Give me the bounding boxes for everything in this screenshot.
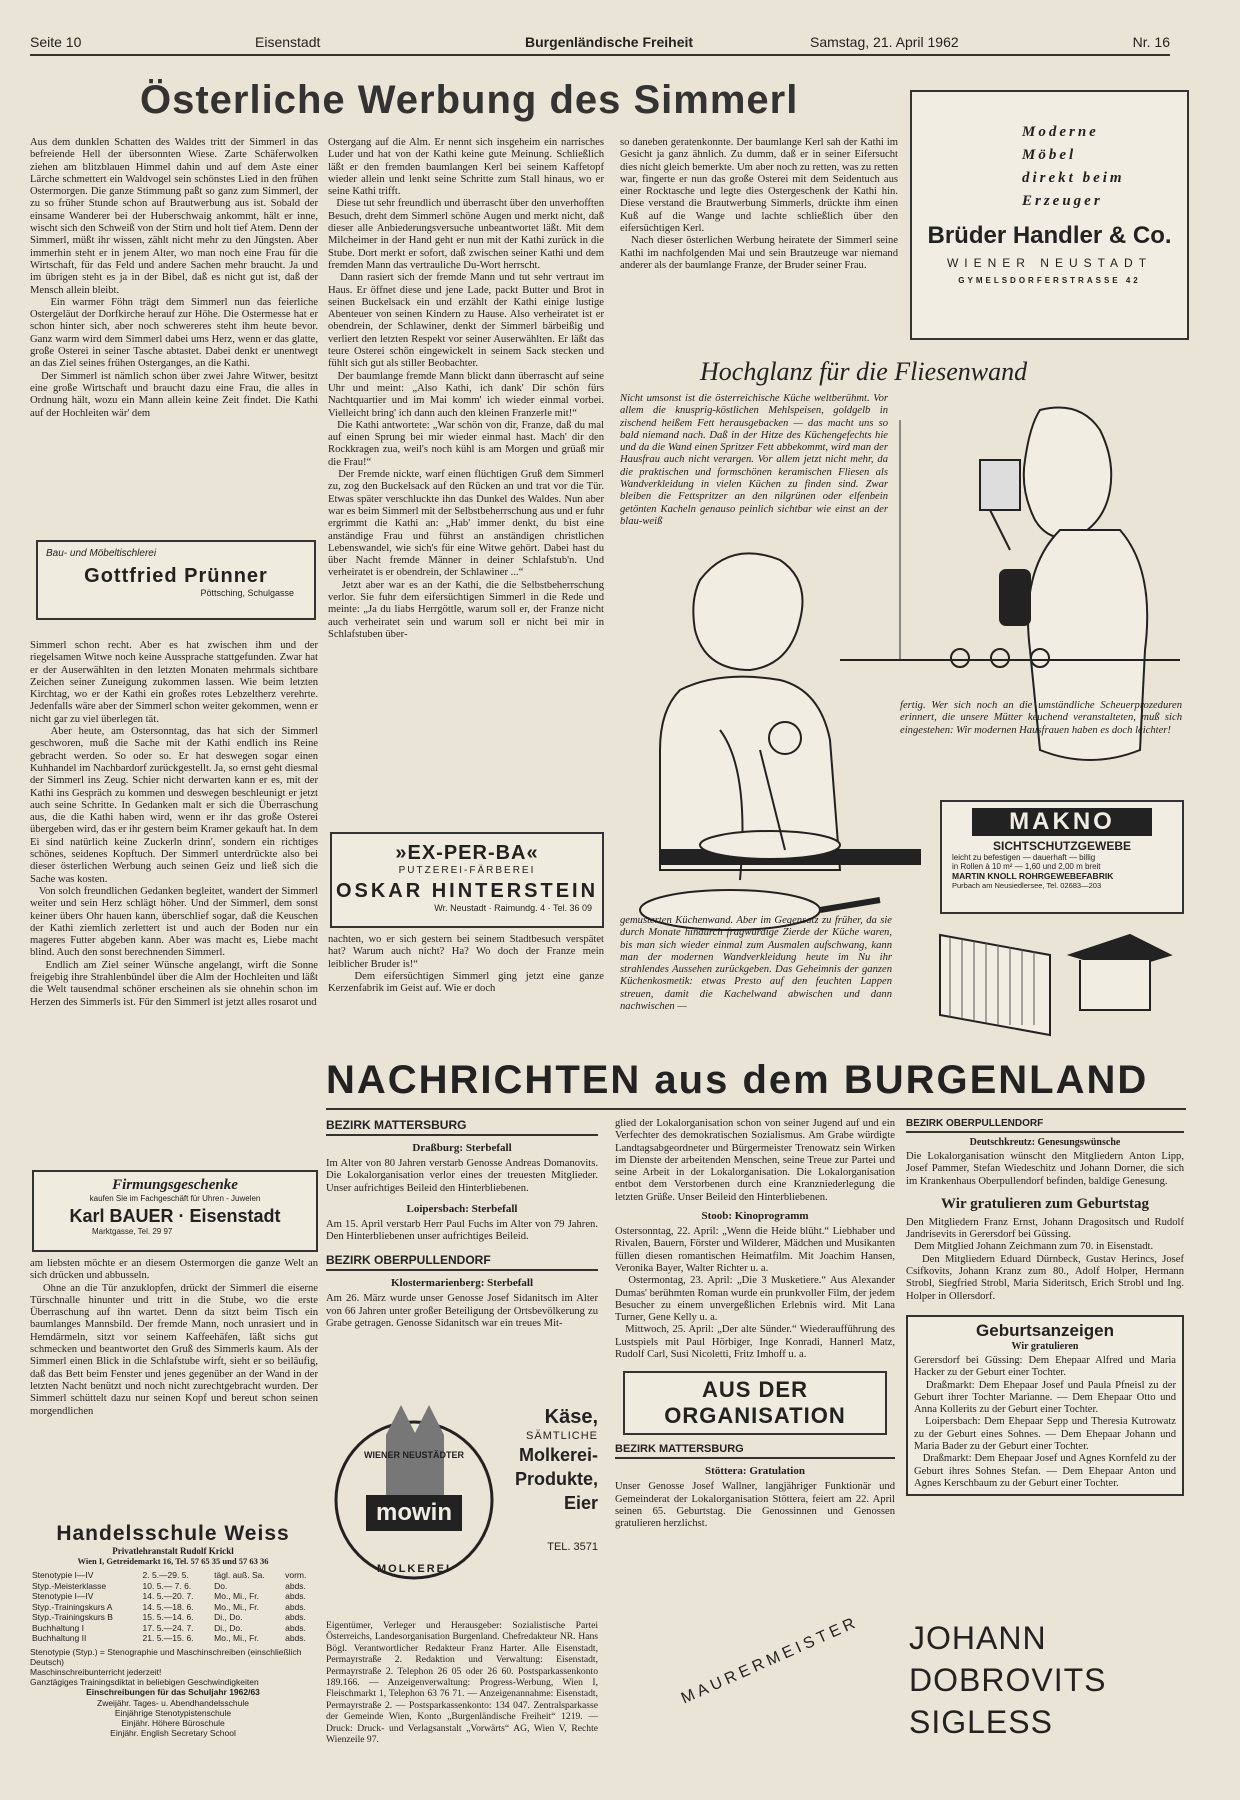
birth-title: Geburtsanzeigen — [976, 1320, 1114, 1340]
schedule-cell: Di., Do. — [214, 1612, 243, 1622]
fliesen-text3: gemusterten Küchenwand. Aber im Gegensatz zu früher, da sie durch Monate hindurch fragwürdige Zierde der Küche waren, bis man sich wieder einmal zum Ausmalen aufschwang, kann man der modernen Wandverkleidung heute im Nu ihr strahlendes Aussehen zurückgeben. Das Geheimnis der ganzen Küchenkosmetik: etwas Presto auf den feuchten Lappen streuen, damit die Kachelwand abwischen und dann nachwischen — — [620, 915, 895, 1013]
schedule-row — [30, 1570, 316, 1581]
schedule-cell: 10. 5.— 7. 6. — [142, 1580, 192, 1591]
ad-bauer-name: Karl BAUER · Eisenstadt — [69, 1206, 281, 1226]
ad-weiss — [30, 1522, 316, 1782]
header-paper: Burgenländische Freiheit — [525, 34, 694, 50]
schedule-row — [30, 1591, 316, 1602]
mowin-ring-top: WIENER NEUSTÄDTER — [363, 1450, 464, 1460]
ad-handler-name: Brüder Handler & Co. — [927, 222, 1172, 249]
ad-handler-l1: Moderne — [1022, 124, 1099, 140]
org-banner: AUS DER ORGANISATION — [623, 1371, 887, 1435]
weiss-foot-line: Zweijähr. Tages- u. Abendhandelsschule — [97, 1697, 249, 1708]
schedule-cell: Do. — [214, 1580, 228, 1591]
ad-weiss-schedule — [30, 1570, 316, 1644]
ad-pruenner — [36, 540, 316, 620]
news-left-t3: Am 26. März wurde unser Genosse Josef Sidanitsch im Alter von 66 Jahren unter großer Beteiligung der Ortsbevölkerung zu Grabe getragen. Genosse Sidanitsch war ein treues Mit- — [326, 1293, 601, 1330]
ad-experba-name: »EX-PER-BA« — [395, 842, 539, 864]
weiss-foot-line: Einjährige Stenotypistenschule — [114, 1707, 232, 1718]
ad-pruenner-top: Bau- und Möbeltischlerei — [46, 548, 157, 559]
news-left-t1: Im Alter von 80 Jahren verstarb Genosse Andreas Domanovits. Die Lokalorganisation verlor eines der treuesten Mitglieder. Unser aufrichtiges Beileid den Hinterbliebenen. — [326, 1158, 601, 1194]
dobrovits-l2: DOBROVITS — [909, 1662, 1107, 1698]
ad-experba-addr: Wr. Neustadt · Raimundg. 4 · Tel. 36 09 — [434, 903, 592, 913]
schedule-cell: Di., Do. — [214, 1622, 243, 1633]
schedule-cell: Buchhaltung I — [32, 1622, 84, 1633]
schedule-cell: abds. — [285, 1612, 306, 1622]
schedule-row — [30, 1633, 316, 1644]
mowin-tel: TEL. 3571 — [547, 1541, 598, 1553]
ad-handler-city: WIENER NEUSTADT — [946, 256, 1153, 270]
ad-handler-l4: Erzeuger — [1022, 193, 1103, 209]
news-right-t2: Den Mitgliedern Franz Ernst, Johann Dragositsch und Rudolf Jandrisevits in Gerersdorf bei Güssing. Dem Mitglied Johann Zeichmann zum 70. in Eisenstadt. Den Mitgliedern Eduard Dürnbeck, Gustav Herincs, Josef Csifkovits, Johann Kranz zum 80., Adolf Holper, Hermann Strobl, Siegfried Strobl, Maria Sideritsch, Erich Strobl und Ing. Holper in Ollersdorf. — [906, 1216, 1184, 1302]
ad-makno-title: SICHTSCHUTZGEWEBE — [993, 839, 1131, 853]
birth-sub: Wir gratulieren — [1011, 1340, 1079, 1352]
schedule-cell: Styp.-Meisterklasse — [32, 1580, 107, 1591]
schedule-row — [30, 1612, 316, 1623]
ad-handler-l2: Möbel — [1022, 147, 1077, 163]
header-place: Eisenstadt — [255, 34, 321, 50]
article-col1: Aus dem dunklen Schatten des Waldes tritt der Simmerl in das befreiende Hell der übersonnten Wiese. Zarte Schäferwolken ziehen am blitzblauen Himmel dahin und auf dem Aste einer Lärche schmettert ein Waldvogel sein schönstes Lied in den frühen Ostermorgen. Die ganze Stimmung paßt so ganz zum Simmerl, der zu so früher Stunde schon auf Brautwerbung aus ist. Sobald der einsame Wanderer bei der Huberschwaig ankommt, hält er inne, wischt sich den Schweiß von der Stirn und holt tief Atem. Denn der Simmerl, müßt ihr wissen, zählt nicht mehr zu den Jüngsten. Aber immerhin steht er in jenem Alter, wo man noch eine Frau für die Wirtschaft, für das Feld und andere Sachen mehr braucht. Ja und im übrigen steht es ja in der Bibel, daß es nicht gut ist, daß der Mensch allein bleibt. Ein warmer Föhn trägt dem Simmerl nun das feierliche Ostergeläut der Dorfkirche herauf zur Höhe. Die Ostermesse hat er schon hinter sich, aber noch schwereres steht ihm heute bevor. Ganz warm wird dem Simmerl dabei ums Herz, wenn er das glatte, große Osterei in seiner Tasche abtastet. Dabei denkt er unentwegt an das Ziel seines frühen Osterganges, an die Kathi. Der Simmerl ist nämlich schon über zwei Jahre Witwer, besitzt eine große Wirtschaft und braucht dazu eine Frau, die alles in Ordnung hält, wozu ein Mann allein keine Zeit findet. Die Kathi auf der Hochleiten wär' dem — [30, 137, 318, 419]
news-mid-sec: BEZIRK MATTERSBURG — [615, 1443, 895, 1459]
schedule-cell: 21. 5.—15. 6. — [142, 1633, 194, 1643]
fence-illustration — [900, 915, 1180, 1025]
ad-experba — [330, 832, 604, 928]
mowin-text — [506, 1405, 598, 1559]
ad-pruenner-bottom: Pöttsching, Schulgasse — [200, 588, 294, 598]
ad-weiss-foot — [30, 1647, 316, 1739]
mowin-logo-text: mowin — [376, 1499, 452, 1526]
fliesen-text1: Nicht umsonst ist die österreichische Küche weltberühmt. Vor allem die knusprig-köstlichen Mehlspeisen, goldgelb in zischend heißem Fett herausgebacken — das macht uns so bald niemand nach. Daß in der Hitze des Küchengefechts hie und da die Wand einen Spritzer Fett abbekommt, wird man der Hausfrau auch nicht verargen. Vor allem jetzt nicht mehr, da die praktischen und formschönen keramischen Fliesen als Wandverkleidung in vielen Küchen zu finden sind. Zwar bleiben die Fettspritzer an den nilgrünen oder elfenbein getönten Kacheln genauso peinlich sichtbar wie einst an der blau-weiß — [620, 393, 891, 527]
ad-bauer-addr: Marktgasse, Tel. 29 97 — [92, 1227, 173, 1236]
header-issue: Nr. 16 — [1132, 34, 1170, 50]
mowin-l2: SÄMTLICHE — [526, 1430, 598, 1442]
article-col2: Ostergang auf die Alm. Er nennt sich insgeheim ein narrisches Luder und hat von der Kathi keine gute Meinung. Schließlich läßt er den fremden baumlangen Kerl bei seinem Kaffetopf wieder allein und lenkt seine Schritte zum Stall hinaus, wo er seine Kathi trifft. Diese tut sehr freundlich und überrascht über den unverhofften Besuch, dreht dem Simmerl schöne Augen und merkt nicht, daß dieser alle Anbiederungsversuche unbeantwortet läßt. Mit dem Milcheimer in der Hand geht er nun mit der Kathi zurück in die Stube. Dort merkt er sofort, daß zwischen seiner Kathi und dem fremden Mann das vertrauliche Du-Wort herrscht. Dann rasiert sich der fremde Mann und tut sehr vertraut im Haus. Er öffnet diese und jene Lade, packt Butter und Brot in seinen Buckelsack ein und erzählt der Kathi einige lustige Abenteuer von seinen Kindern zu Hause. Also verheiratet ist er obendrein, der Schlawiner, denkt der Simmerl bärbeißig und verliert den letzten Respekt vor seiner Auserwählten. Er läßt das teure Osterei schön eingewickelt in seinem Sack stecken und fühlt sich gut als stiller Beobachter. Der baumlange fremde Mann blickt dann überrascht auf seine Uhr und meint: „Also Kathi, ich dank' Dir schön fürs Nachtquartier und im Mai komm' ich wieder einmal vorbei. Vielleicht bring' ich dann auch den kleinen Franzerle mit!“ Die Kathi antwortete: „War schön von dir, Franze, daß du mal auf einen Sprung bei mir wieder einmal hast. Mach' dir den Rockkragen zua, weil's noch kühl is am Morgen und grüaß mir die Frau!“ Der Fremde nickte, warf einen flüchtigen Gruß dem Simmerl zu, zog den Buckelsack auf den Rücken an und trat vor die Tür. Etwas später verschluckte ihn das Dunkel des Waldes. Nun aber war es beim Simmerl mit der Selbstbeherrschung aus und er fuhr ergrimmt die Kathi an: „Hab' immer denkt, du bist eine anständige Frau und führst an anständigen christlichen Lebenswandel, wie sich's für eine Witwe gehört. Dabei hast du über Nacht fremde Männer in deiner Schlafstub'n. Und verheiratet is er obendrein, der Schlawiner ...“ Jetzt aber war es an der Kathi, die die Selbstbeherrschung verlor. Sie fuhr dem eifersüchtigen Simmerl in die Rede und meinte: „Ja du liabs Herrgöttle, warum soll er, der Franze nicht auch verheiratet sein und warum soll er nicht bei mir in Schlafstuben über- — [328, 137, 605, 640]
header-date: Samstag, 21. April 1962 — [810, 34, 959, 50]
weiss-foot-line: Ganztägiges Trainingsdiktat in beliebigen Geschwindigkeiten — [30, 1677, 259, 1688]
weiss-foot-line: Einjähr. English Secretary School — [110, 1728, 236, 1739]
dobrovits-l1: JOHANN — [909, 1620, 1047, 1656]
article-col2b: nachten, wo er sich gestern bei seinem Stadtbesuch verspätet hat? Warum auch nicht? Ha? Wo doch der Franze mein leiblicher Bruder is!“ Dem eifersüchtigen Simmerl ging jetzt eine ganze Kerzenfabrik im Geist auf. Wie er doch — [328, 934, 604, 995]
news-right — [906, 1118, 1187, 1496]
ad-makno-l2: in Rollen à 10 m² — 1,60 und 2,00 m breit — [952, 862, 1101, 871]
ad-bauer — [32, 1170, 318, 1252]
weiss-foot-line: Einschreibungen für das Schuljahr 1962/63 — [86, 1687, 260, 1698]
ad-experba-sub: PUTZEREI-FÄRBEREI — [398, 865, 536, 876]
dobrovits-l3: SIGLESS — [909, 1704, 1053, 1740]
ad-handler-addr: GYMELSDORFERSTRASSE 42 — [958, 276, 1141, 285]
ad-weiss-title: Handelsschule Weiss — [56, 1522, 290, 1545]
schedule-cell: abds. — [285, 1601, 306, 1612]
news-left-h2: Loipersbach: Sterbefall — [406, 1202, 518, 1215]
ad-experba-owner: OSKAR HINTERSTEIN — [335, 880, 599, 902]
page-header — [30, 32, 1170, 56]
dobrovits-diag: MAURERMEISTER — [678, 1613, 862, 1708]
news-left-h3: Klostermarienberg: Sterbefall — [390, 1277, 534, 1290]
ad-makno-l4: Purbach am Neusiedlersee, Tel. 02683—203 — [952, 881, 1102, 890]
news-left-sec1: BEZIRK MATTERSBURG — [326, 1118, 598, 1136]
ad-makno — [940, 800, 1184, 914]
ad-handler — [910, 90, 1189, 340]
ad-makno-brand: MAKNO — [972, 808, 1152, 836]
news-right-h1: Deutschkreutz: Genesungswünsche — [969, 1137, 1121, 1148]
schedule-cell: Mo., Mi., Fr. — [214, 1591, 260, 1601]
birth-text: Gerersdorf bei Güssing: Dem Ehepaar Alfred und Maria Hacker zu der Geburt einer Tochter. Draßmarkt: Dem Ehepaar Josef und Paula Pfneisl zu der Geburt ihrer Tochter Marianne. — Dem Ehepaar Otto und Anna Kollerits zu der Geburt einer Tochter. Loipersbach: Dem Ehepaar Sepp und Theresia Kutrowatz zu der Geburt eines Sohnes. — Dem Ehepaar Johann und Maria Bader zu der Geburt einer Tochter. Draßmarkt: Dem Ehepaar Josef und Agnes Kornfeld zu der Geburt ihres Sohnes Stefan. — Dem Ehepaar Anton und Agnes Kerschbaum zu der Geburt einer Tochter. — [914, 1354, 1176, 1489]
ad-makno-l3: MARTIN KNOLL ROHRGEWEBEFABRIK — [952, 871, 1114, 881]
mowin-l4: Produkte, — [514, 1469, 598, 1489]
schedule-cell: abds. — [285, 1622, 306, 1633]
news-left — [326, 1118, 601, 1330]
birth-box — [906, 1315, 1184, 1496]
news-left-h1: Draßburg: Sterbefall — [412, 1142, 512, 1154]
ad-handler-l3: direkt beim — [1022, 170, 1125, 186]
news-mid-t2: Ostersonntag, 22. April: „Wenn die Heide blüht.“ Liebhaber und Rivalen, Bauern, Förster und Wilderer, Mädchen und Musikanten füllen diesen romantischen Heimatfilm. Mit Joachim Hansen, Veronika Bayer, Walter Richter u. a. Ostermontag, 23. April: „Die 3 Musketiere.“ Aus Alexander Dumas' berühmten Roman wurde ein prunkvoller Film, der jedem Besucher zu einem unvergeßlichen Erlebnis wird. Mit Lana Turner, Gene Kelly u. a. Mittwoch, 25. April: „Der alte Sünder.“ Wiederaufführung des Lustspiels mit Paul Hörbiger, Inge Konradi, Hannerl Matz, Rudolf Carl, Susi Nicoletti, Fritz Imhoff u. a. — [615, 1226, 895, 1361]
schedule-cell: Mo., Mi., Fr. — [214, 1601, 260, 1612]
mowin-l3: Molkerei- — [518, 1445, 598, 1465]
schedule-cell: 14. 5.—18. 6. — [142, 1601, 194, 1612]
news-right-t1: Die Lokalorganisation wünscht den Mitgliedern Anton Lipp, Josef Pammer, Stefan Wiedeschitz und Johann Dorner, die sich im Krankenhaus Oberpullendorf befinden, baldige Genesung. — [906, 1151, 1187, 1187]
ad-pruenner-name: Gottfried Prünner — [84, 565, 268, 587]
article-col1c: am liebsten möchte er an diesem Ostermorgen die ganze Welt an sich drücken und abbusseln. Ohne an die Tür anzuklopfen, drückt der Simmerl die eiserne Türschnalle hinunter und tritt in die Stube, wo die erste Überraschung auf ihn wartet. Denn da sitzt beim Tisch ein baumlanges Mannsbild. Der fremde Mann, noch unrasiert und in Hemdärmeln, sitzt vor seinem Kaffeehäfen, läßt sichs gut schmecken und beantwortet den Gruß des Simmerls kaum. Als der Simmerl einen Blick in die Schlafstube wirft, sieht er so beiläufig, daß das Bett beim Fenster und jenes gegenüber an der Wand in der letzten Nacht benützt und noch nicht zurechtgebracht wurden. Der Simmerl schüttelt dazu nur seinen Kopf und bereut schon seinen morgendlichen — [30, 1258, 318, 1417]
article-col3: so daneben geratenkonnte. Der baumlange Kerl sah der Kathi im Gesicht ja ganz ähnlich. Zu dumm, daß er in seiner Eifersucht dies nicht gleich bemerkte. Um aber noch zu retten, was zu retten war, fingerte er nun das große Osterei mit dem Seidentuch aus einer Rocktasche und legte dies Ostergeschenk der Kathi hin. Diese verstand die Brautwerbung Simmerls, drückte ihm einen Kuß auf die Wange und lachte schließlich über den eifersüchtigen Kerl. Nach dieser österlichen Werbung heiratete der Simmerl seine Kathi im nachfolgenden Mai und sein Brautzeuge war niemand anderer als der baumlange Franze, der Bruder seiner Frau. — [620, 137, 898, 271]
mowin-l5: Eier — [563, 1493, 598, 1513]
ad-dobrovits — [614, 1592, 1186, 1782]
schedule-cell: 17. 5.—24. 7. — [142, 1622, 194, 1633]
weiss-foot-line: Maschinschreibunterricht jederzeit! — [30, 1666, 162, 1677]
schedule-cell: Styp.-Trainingskurs B — [32, 1612, 113, 1622]
schedule-cell: Stenotypie I—IV — [32, 1591, 94, 1601]
news-mid-h1: Stoob: Kinoprogramm — [701, 1210, 809, 1223]
news-mid-t3: Unser Genosse Josef Wallner, langjähriger Funktionär und Gemeinderat der Lokalorganisation Stöttera, feiert am 22. April seinen 65. Geburtstag. Die Genossinnen und Genossen gratulieren herzlichst. — [615, 1481, 898, 1530]
fliesen-text2: fertig. Wer sich noch an die umständliche Scheuerprozeduren erinnert, die unsere Mütter keuchend veranstalteten, muß sich eingestehen: Wir modernen Hausfrauen haben es doch leichter! — [900, 700, 1185, 736]
news-right-sec: BEZIRK OBERPULLENDORF — [906, 1118, 1184, 1133]
ad-bauer-top: Firmungsgeschenke — [112, 1177, 238, 1193]
schedule-cell: Stenotypie I—IV — [32, 1570, 94, 1580]
ad-mowin — [326, 1395, 598, 1613]
dobrovits-text — [909, 1617, 1106, 1743]
schedule-cell: Mo., Mi., Fr. — [214, 1633, 260, 1643]
schedule-cell: abds. — [285, 1591, 306, 1601]
article-headline: Österliche Werbung des Simmerl — [140, 78, 799, 122]
mowin-ring-bottom: MOLKEREI — [376, 1563, 452, 1575]
weiss-foot-line: Stenotypie (Styp.) = Stenographie und Maschinschreiben (einschließlich Deutsch) — [30, 1646, 302, 1667]
ad-weiss-sub2: Wien I, Getreidemarkt 16, Tel. 57 65 35 und 57 63 36 — [77, 1556, 269, 1566]
news-right-h2: Wir gratulieren zum Geburtstag — [941, 1195, 1149, 1212]
schedule-cell: 15. 5.—14. 6. — [142, 1612, 194, 1622]
ad-bauer-line: kaufen Sie im Fachgeschäft für Uhren - Juwelen — [89, 1194, 261, 1203]
schedule-cell: Buchhaltung II — [32, 1633, 87, 1643]
impressum: Eigentümer, Verleger und Herausgeber: Sozialistische Partei Österreichs, Landesorganisation Burgenland. Chefredakteur NR. Hans Bögl. Verantwortlicher Redakteur Franz Harter. Alle Eisenstadt, Permayrstraße 2. Redaktion und Verwaltung: Eisenstadt, Permayrstraße 2. Telephon 26 05 oder 26 60. Postsparkassenkonto 189.166. — Anzeigenverwaltung: Progress-Werbung, Wien I, Fleischmarkt 1, Telephon 63 76 71. — Anzeigenannahme: Eisenstadt, Permayrstraße 2. — Postsparkassenkonto: 134 047. Zentralsparkasse der Gemeinde Wien, Konto „Burgenländische Freiheit“ 1219. — Druck: Druck- und Verlagsanstalt „Vorwärts“ AG, Wien V, Rechte Wienzeile 97. — [326, 1620, 601, 1746]
article-col1b: Simmerl schon recht. Aber es hat zwischen ihm und der riegelsamen Witwe noch keine Aussprache stattgefunden. Zwar hat er der Auserwählten in den letzten Monaten mehrmals sichtbare Zeichen seiner Zuneigung zukommen lassen. Wie beim letzten Kirchtag, wo er der Kathi ein großes rotes Lebzeltherz verehrte. Jedenfalls wäre aber der Simmerl schon weiter gekommen, wenn er nicht gar zu viel überlegen tät. Aber heute, am Ostersonntag, das hat sich der Simmerl geschworen, muß die Sache mit der Kathi endlich ins Reine gebracht werden. So oder so. Er hat deswegen sogar einen Kuhhandel im Nachbardorf zurückgestellt. Ja, so ernst geht diesmal der Simmerl ins Zeug. Schier nicht derwarten kann er es, mit der Kathi ins Gespräch zu kommen und deswegen beschleunigt er jetzt auch seine Schritte. In Gedanken malt er sich die Überraschung aus, die die Kathi haben wird, wenn er ihr das große Osterei übergeben wird, das er ihr gestern beim Kramer gekauft hat. In dem Ei sind natürlich keine Zuckerln drinn', sondern ein richtiges schönes, seidenes Kopftuch. Der Simmerl unterdrückte also bei dieser österlichen Werbung auch seinen Geiz und ließ sich die Sache was kosten. Von solch freundlichen Gedanken begleitet, wandert der Simmerl weiter und sein Herz schlägt höher. Und der Simmerl, dem sonst keiner übers Ohr hauen kann, überschlief sogar, daß die Keuschen der Kathi ziemlich zerlettert ist und auch der Boden nur ein mageres Futter abgeben kann. Aber was macht es, Liebe macht blind. Auch den sonst berechnenden Simmerl. Endlich am Ziel seiner Wünsche angelangt, wirft die Sonne freigebig ihre Strahlenbündel über die Alm der Hochleiten und läßt die Welt tausendmal schöner erscheinen als sie ohnehin schon im Herzen des Simmerls ist. Für den Simmerl ist jetzt alles rosarot und — [30, 640, 319, 1008]
news-mid — [615, 1118, 898, 1531]
ad-weiss-sub1: Privatlehranstalt Rudolf Krickl — [112, 1546, 234, 1556]
schedule-cell: 2. 5.—29. 5. — [142, 1570, 189, 1580]
schedule-cell: abds. — [285, 1580, 306, 1591]
news-mid-h2: Stöttera: Gratulation — [705, 1465, 805, 1478]
schedule-row — [30, 1581, 316, 1592]
schedule-cell: abds. — [285, 1633, 306, 1643]
schedule-row — [30, 1602, 316, 1613]
news-left-sec2: BEZIRK OBERPULLENDORF — [326, 1253, 598, 1271]
nachrichten-banner: NACHRICHTEN aus dem BURGENLAND — [326, 1058, 1186, 1110]
ad-makno-l1: leicht zu befestigen — dauerhaft — billig — [952, 853, 1096, 862]
page-number: Seite 10 — [30, 34, 82, 50]
schedule-cell: vorm. — [285, 1570, 307, 1580]
weiss-foot-line: Einjähr. Höhere Büroschule — [121, 1717, 225, 1728]
fliesen-title: Hochglanz für die Fliesenwand — [700, 357, 1028, 386]
news-mid-t1: glied der Lokalorganisation schon von seiner Jugend auf und ein Verfechter des demokratischen Sozialismus. Am Grabe würdigte Landtagsabgeordneter und Bürgermeister Trenowatz sein Wirken im Dienste der arbeitenden Menschen, seine Treue zur Partei und seine Arbeit in der Lokalorganisation. Die Lokalorganisation entbot dem Verstorbenen durch eine Kranzniederlegung die letzten Grüße. Unser Beileid den Hinterbliebenen. — [615, 1118, 898, 1203]
schedule-cell: Styp.-Trainingskurs A — [32, 1601, 113, 1612]
news-left-t2: Am 15. April verstarb Herr Paul Fuchs im Alter von 79 Jahren. Den Hinterbliebenen unser aufrichtiges Beileid. — [326, 1218, 601, 1243]
mowin-l1: Käse, — [544, 1406, 598, 1428]
schedule-row — [30, 1623, 316, 1634]
schedule-cell: tägl. auß. Sa. — [214, 1570, 265, 1580]
schedule-cell: 14. 5.—20. 7. — [142, 1591, 194, 1601]
